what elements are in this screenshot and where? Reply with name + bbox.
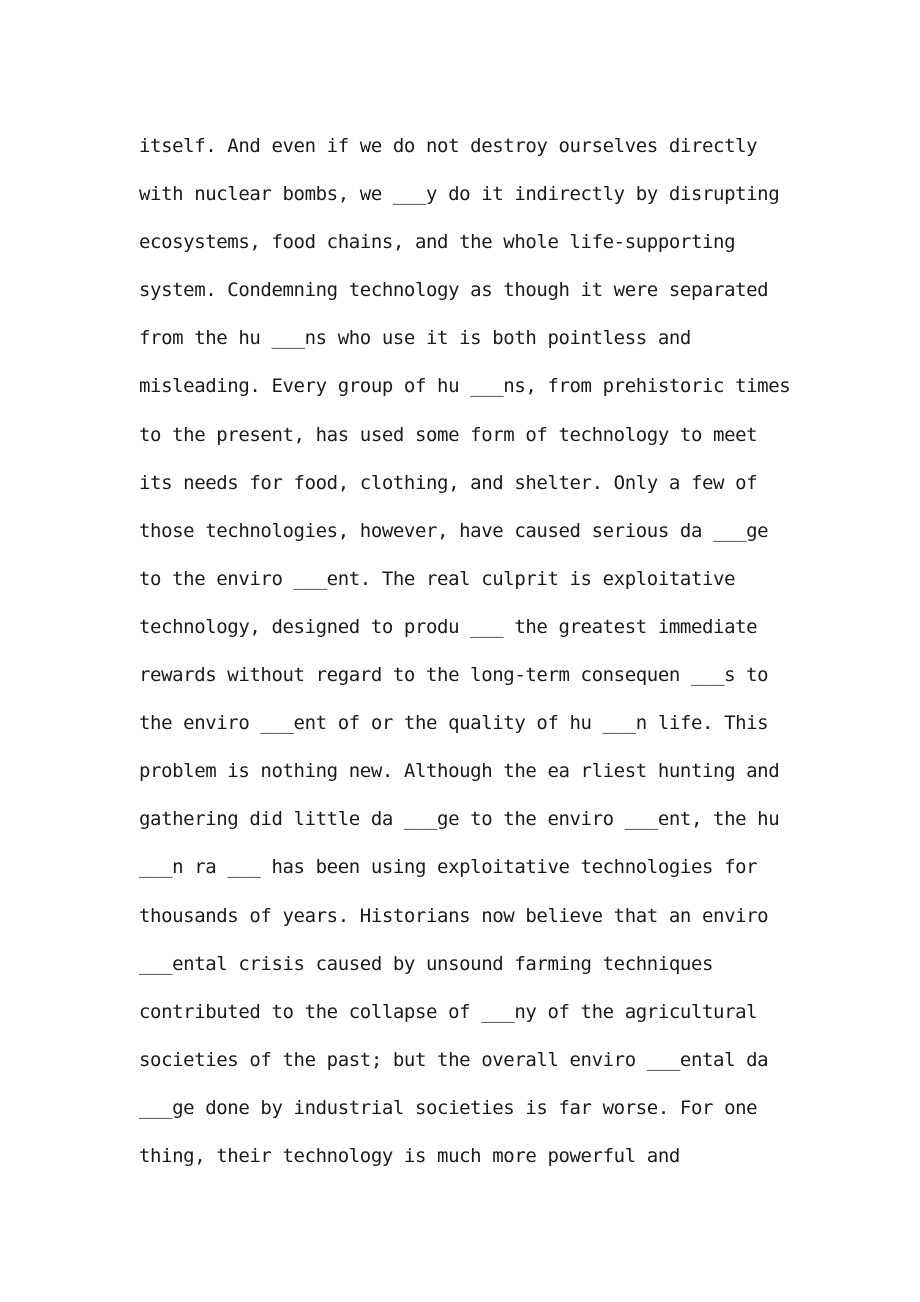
text-line: the enviro ___ent of or the quality of hu ___n life. This <box>139 712 769 735</box>
text-line: with nuclear bombs, we ___y do it indirectly by disrupting <box>139 183 780 206</box>
text-line: ___n ra ___ has been using exploitative technologies for <box>139 856 758 879</box>
text-line: problem is nothing new. Although the ea rliest hunting and <box>139 760 780 783</box>
text-line: thing, their technology is much more powerful and <box>139 1144 680 1167</box>
text-line: gathering did little da ___ge to the enviro ___ent, the hu <box>139 808 780 831</box>
text-line: its needs for food, clothing, and shelter. Only a few of <box>139 471 758 494</box>
text-line: contributed to the collapse of ___ny of the agricultural <box>139 1000 758 1023</box>
text-line: ecosystems, food chains, and the whole life-supporting <box>139 231 736 254</box>
body-text <box>139 122 799 1180</box>
text-line: thousands of years. Historians now believe that an enviro <box>139 904 769 927</box>
text-line: rewards without regard to the long-term consequen ___s to <box>139 664 769 687</box>
text-line: to the present, has used some form of technology to meet <box>139 423 758 446</box>
text-line: technology, designed to produ ___ the greatest immediate <box>139 615 758 638</box>
text-line: from the hu ___ns who use it is both pointless and <box>139 327 691 350</box>
text-line: ___ental crisis caused by unsound farming techniques <box>139 952 714 975</box>
text-line: those technologies, however, have caused serious da ___ge <box>139 519 769 542</box>
text-line: misleading. Every group of hu ___ns, from prehistoric times <box>139 375 791 398</box>
text-line: to the enviro ___ent. The real culprit is exploitative <box>139 567 736 590</box>
text-line: system. Condemning technology as though it were separated <box>139 279 769 302</box>
text-line: ___ge done by industrial societies is far worse. For one <box>139 1096 758 1119</box>
text-line: itself. And even if we do not destroy ourselves directly <box>139 135 758 157</box>
text-line: societies of the past; but the overall enviro ___ental da <box>139 1048 769 1071</box>
